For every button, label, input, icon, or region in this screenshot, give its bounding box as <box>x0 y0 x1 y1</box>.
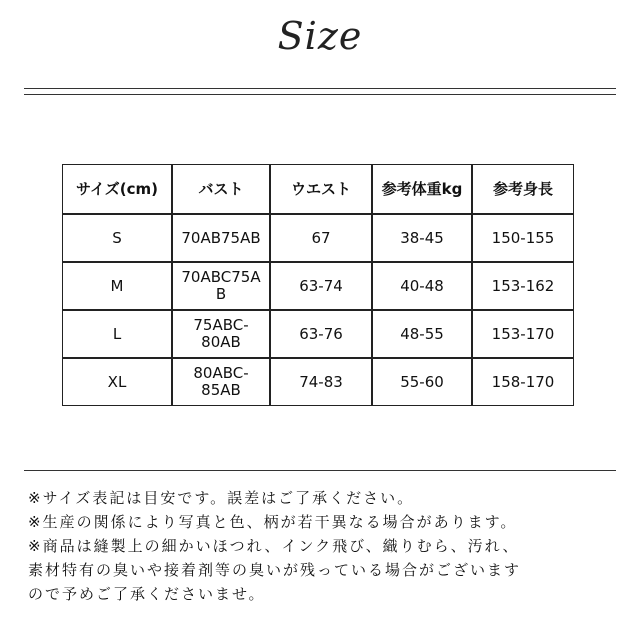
table-row <box>62 262 574 310</box>
divider-top-second <box>24 94 616 95</box>
size-table <box>62 164 574 406</box>
cell-bust: 75ABC-80AB <box>172 310 270 358</box>
page-title: Size <box>277 14 363 58</box>
cell-waist: 63-76 <box>270 310 372 358</box>
table-row <box>62 214 574 262</box>
cell-waist: 63-74 <box>270 262 372 310</box>
table-row <box>62 358 574 406</box>
note-line: ので予めご了承くださいませ。 <box>28 585 266 603</box>
cell-bust: 70AB75AB <box>172 214 270 262</box>
notes-block <box>28 486 624 606</box>
divider-notes <box>24 470 616 471</box>
header-waist: ウエスト <box>270 164 372 214</box>
cell-height: 150-155 <box>472 214 574 262</box>
cell-weight: 55-60 <box>372 358 472 406</box>
cell-size: L <box>62 310 172 358</box>
header-height: 参考身長 <box>472 164 574 214</box>
table-header-row <box>62 164 574 214</box>
cell-weight: 48-55 <box>372 310 472 358</box>
header-size: サイズ(cm) <box>62 164 172 214</box>
note-line: ※サイズ表記は目安です。誤差はご了承ください。 <box>28 489 415 507</box>
note-line: ※生産の関係により写真と色、柄が若干異なる場合があります。 <box>28 513 518 531</box>
cell-height: 153-162 <box>472 262 574 310</box>
cell-bust: 70ABC75AB <box>172 262 270 310</box>
table-row <box>62 310 574 358</box>
cell-size: M <box>62 262 172 310</box>
cell-size: S <box>62 214 172 262</box>
cell-waist: 67 <box>270 214 372 262</box>
header-bust: バスト <box>172 164 270 214</box>
header-weight: 参考体重kg <box>372 164 472 214</box>
cell-bust: 80ABC-85AB <box>172 358 270 406</box>
cell-size: XL <box>62 358 172 406</box>
cell-height: 158-170 <box>472 358 574 406</box>
cell-weight: 38-45 <box>372 214 472 262</box>
cell-waist: 74-83 <box>270 358 372 406</box>
note-line: ※商品は縫製上の細かいほつれ、インク飛び、織りむら、汚れ、 <box>28 537 520 555</box>
cell-height: 153-170 <box>472 310 574 358</box>
cell-weight: 40-48 <box>372 262 472 310</box>
note-line: 素材特有の臭いや接着剤等の臭いが残っている場合がございます <box>28 561 522 579</box>
divider-top <box>24 88 616 89</box>
